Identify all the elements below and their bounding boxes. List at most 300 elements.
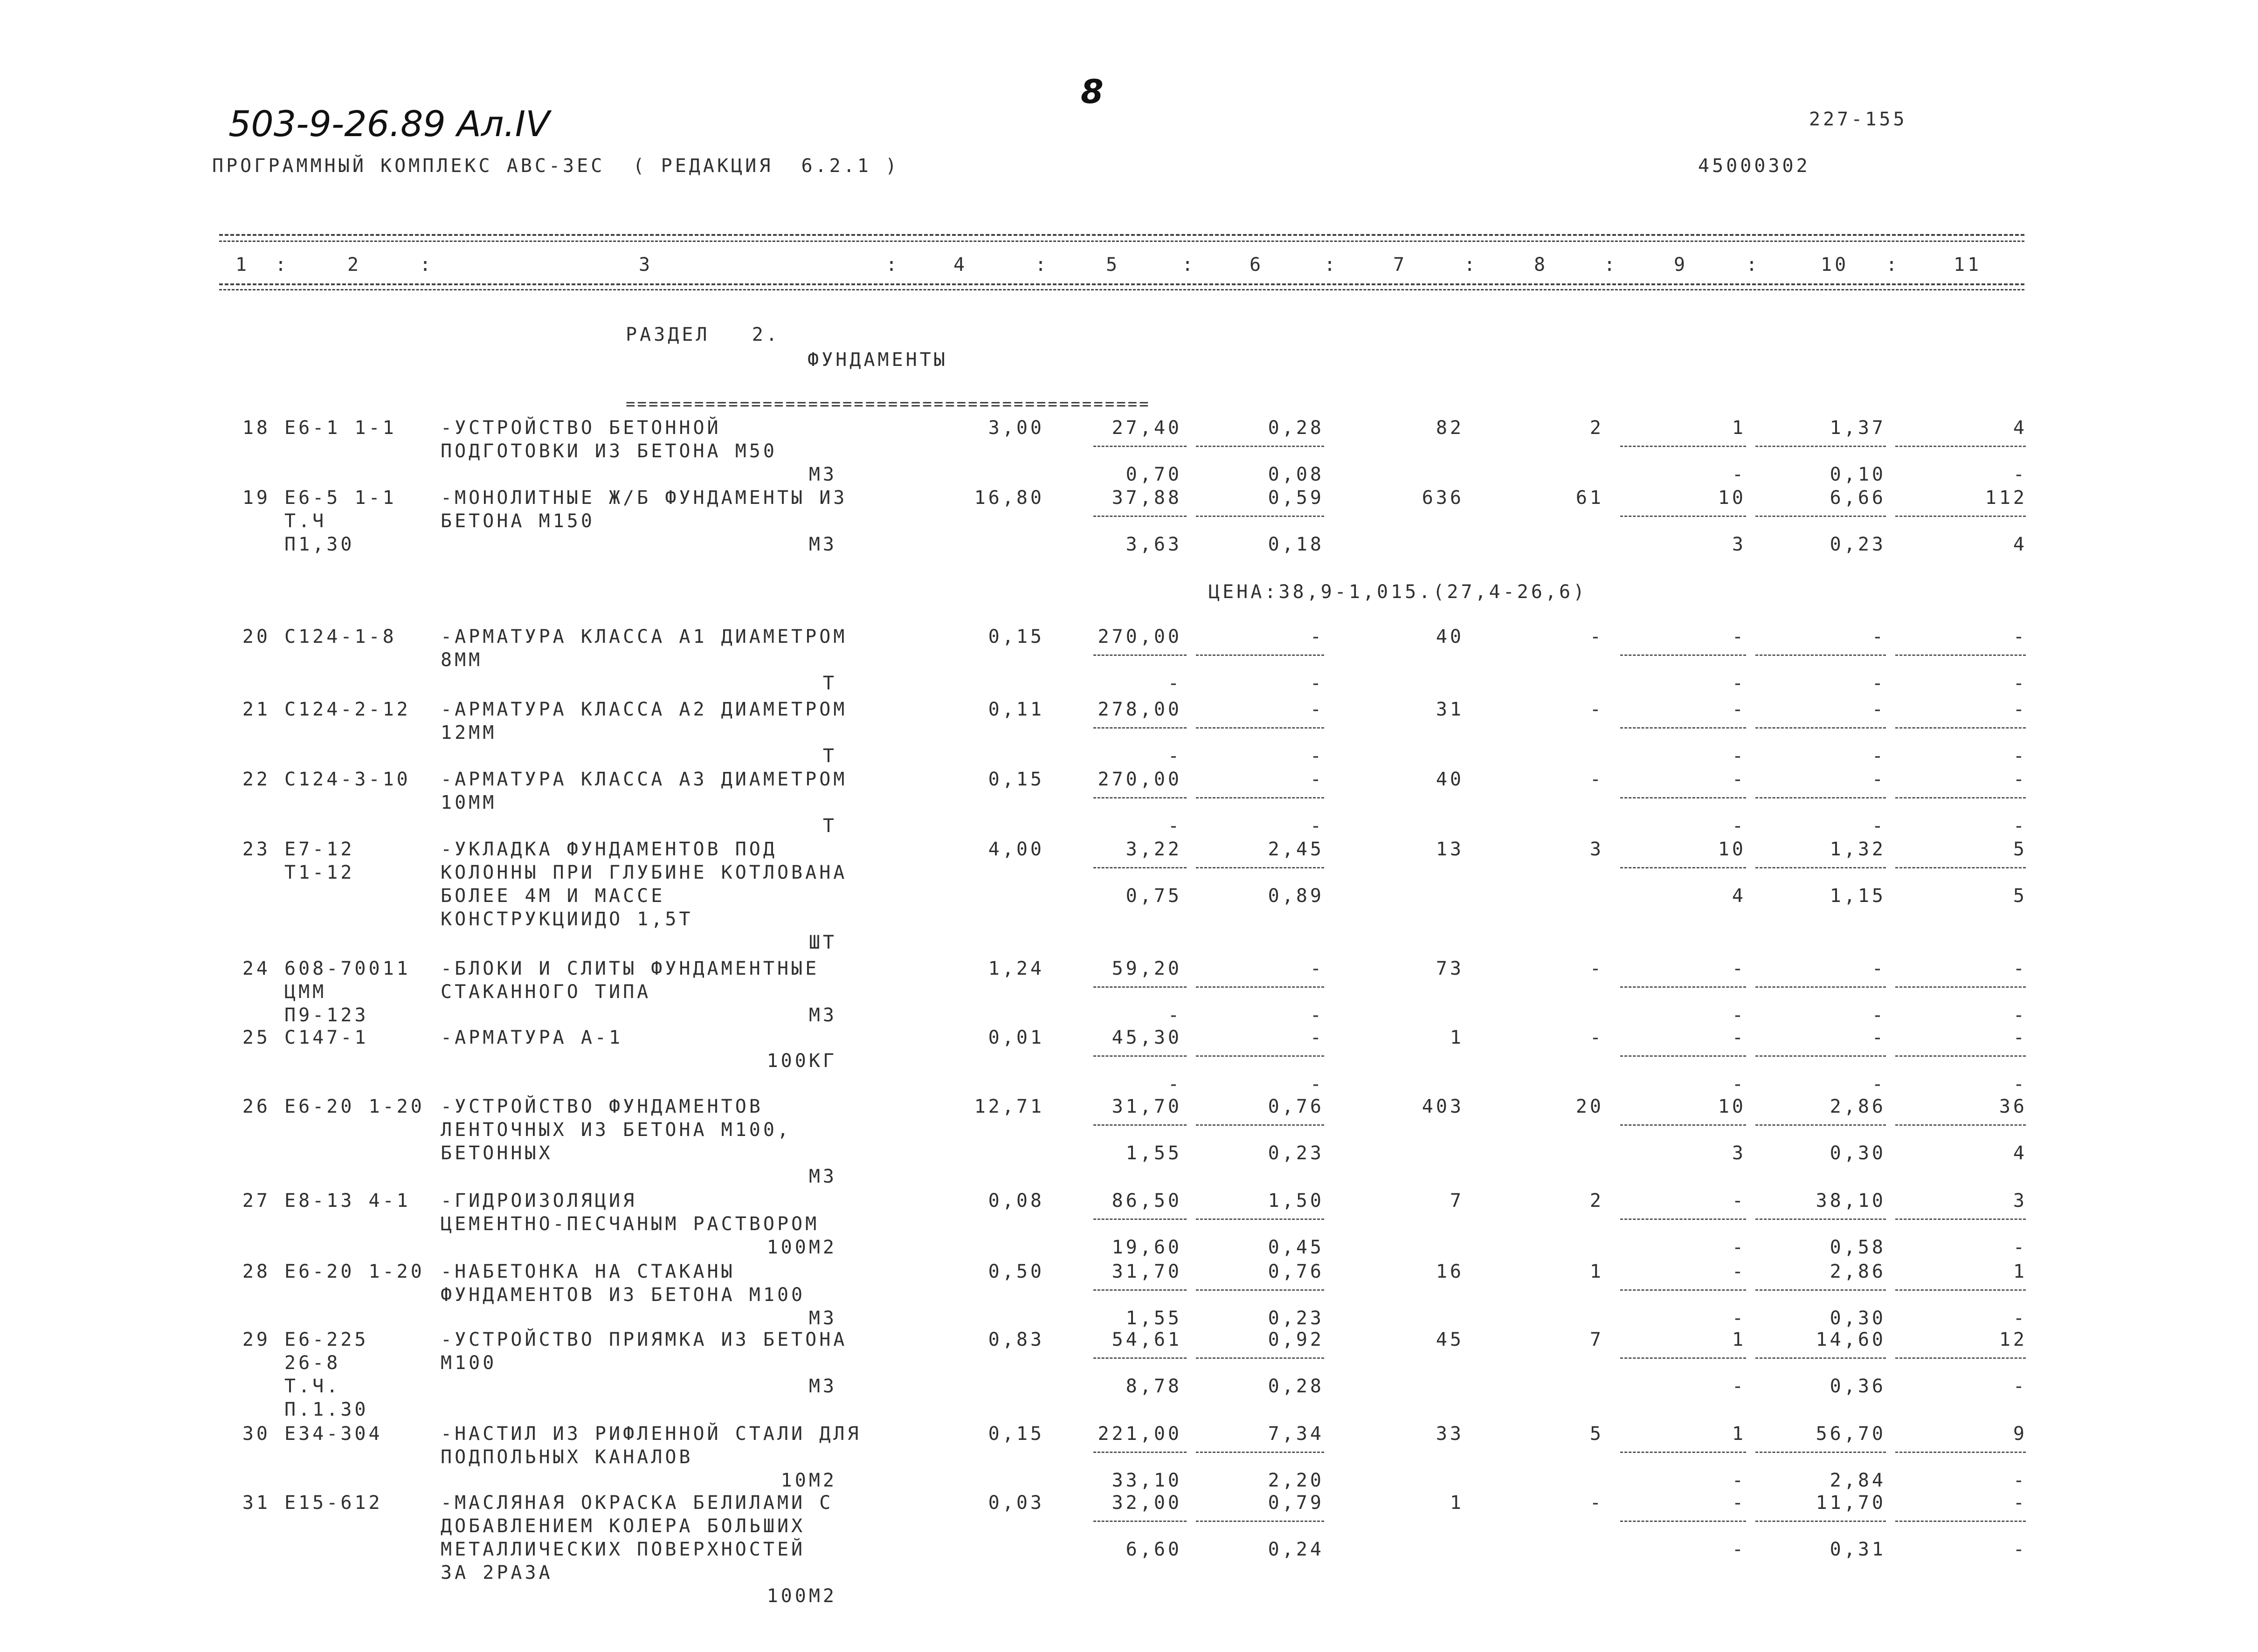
cell-col5-lower: - — [1167, 815, 1182, 837]
cell-col6: 0,76 — [1268, 1096, 1324, 1117]
row-unit: М3 — [808, 534, 837, 555]
cell-underline — [1093, 1521, 1187, 1522]
cell-col9-lower: 3 — [1732, 534, 1746, 555]
cell-col9-lower: - — [1732, 673, 1746, 694]
cell-underline — [1755, 727, 1886, 729]
row-description: -МОНОЛИТНЫЕ Ж/Б ФУНДАМЕНТЫ ИЗ — [441, 487, 848, 509]
cell-col10: 1,37 — [1830, 417, 1886, 439]
cell-underline — [1196, 727, 1324, 729]
cell-col7: 13 — [1436, 839, 1464, 860]
cell-underline — [1755, 1218, 1886, 1220]
cell-col11-lower: 4 — [2013, 534, 2027, 555]
row-code: С124-3-10 — [284, 769, 411, 790]
row-description: -УСТРОЙСТВО БЕТОННОЙ — [441, 417, 721, 439]
cell-underline — [1755, 1521, 1886, 1522]
cell-col9: - — [1732, 1027, 1746, 1048]
cell-col7: 33 — [1436, 1423, 1464, 1445]
cell-col11: - — [2013, 1492, 2027, 1514]
row-code: Т.Ч — [284, 510, 327, 532]
cell-col11-lower: - — [2013, 745, 2027, 767]
cell-col6-lower: 0,45 — [1268, 1237, 1324, 1258]
row-code: П.1.30 — [284, 1399, 369, 1420]
column-separator: : — [1886, 254, 1900, 275]
cell-col10: 2,86 — [1830, 1261, 1886, 1282]
column-separator: : — [275, 254, 290, 275]
cell-col11: 12 — [1999, 1329, 2027, 1350]
cell-col11: - — [2013, 958, 2027, 979]
row-unit: М3 — [808, 1308, 837, 1329]
row-code: С147-1 — [284, 1027, 369, 1048]
row-number: 24 — [242, 958, 270, 979]
cell-col11-lower: - — [2013, 815, 2027, 837]
cell-col9: - — [1732, 1190, 1746, 1211]
cell-col9: - — [1732, 769, 1746, 790]
cell-underline — [1196, 1055, 1324, 1057]
cell-col9-lower: - — [1732, 745, 1746, 767]
cell-col6: 0,76 — [1268, 1261, 1324, 1282]
handwritten-project-code: 503-9-26.89 Ал.IV — [228, 103, 550, 145]
cell-underline — [1196, 867, 1324, 868]
document-number: 45000302 — [1698, 155, 1810, 177]
price-note: ЦЕНА:38,9-1,015.(27,4-26,6) — [1208, 581, 1588, 603]
cell-col5: 32,00 — [1112, 1492, 1182, 1514]
cell-col6: 0,28 — [1268, 417, 1324, 439]
cell-col6-lower: - — [1310, 745, 1324, 767]
cell-col5-lower: 33,10 — [1112, 1470, 1182, 1491]
cell-col9: 1 — [1732, 1329, 1746, 1350]
row-unit: Т — [822, 673, 837, 694]
cell-col8: - — [1589, 1027, 1604, 1048]
row-number: 23 — [242, 839, 270, 860]
cell-col10-lower: - — [1871, 815, 1886, 837]
row-code: Е6-225 — [284, 1329, 369, 1350]
cell-col7: 16 — [1436, 1261, 1464, 1282]
row-unit: Т — [822, 745, 837, 767]
cell-col10-lower: 0,10 — [1830, 464, 1886, 485]
row-description: МЕТАЛЛИЧЕСКИХ ПОВЕРХНОСТЕЙ — [441, 1539, 806, 1560]
row-unit: М3 — [808, 1376, 837, 1397]
cell-underline — [1620, 727, 1746, 729]
cell-col7: 1 — [1450, 1492, 1464, 1514]
cell-col10-lower: 0,30 — [1830, 1143, 1886, 1164]
row-code: Е6-5 1-1 — [284, 487, 397, 509]
column-number-11: 11 — [1954, 254, 1982, 275]
section-separator: ============================================== — [626, 395, 1151, 413]
cell-underline — [1196, 1124, 1324, 1126]
cell-underline — [1093, 727, 1187, 729]
row-quantity: 3,00 — [988, 417, 1044, 439]
row-code: Е8-13 4-1 — [284, 1190, 411, 1211]
cell-col11-lower: - — [2013, 1237, 2027, 1258]
row-description: -УСТРОЙСТВО ФУНДАМЕНТОВ — [441, 1096, 763, 1117]
row-number: 30 — [242, 1423, 270, 1445]
row-description: 8ММ — [441, 649, 483, 671]
cell-col6-lower: 2,20 — [1268, 1470, 1324, 1491]
row-quantity: 4,00 — [988, 839, 1044, 860]
cell-col10-lower: - — [1871, 673, 1886, 694]
cell-col5: 3,22 — [1126, 839, 1182, 860]
cell-underline — [1620, 1218, 1746, 1220]
cell-underline — [1196, 654, 1324, 656]
row-code: П9-123 — [284, 1005, 369, 1026]
cell-underline — [1895, 654, 2026, 656]
cell-col10-lower: 0,31 — [1830, 1539, 1886, 1560]
cell-underline — [1755, 1357, 1886, 1359]
row-quantity: 12,71 — [974, 1096, 1044, 1117]
cell-col10: 6,66 — [1830, 487, 1886, 509]
cell-col5-lower: 8,78 — [1126, 1376, 1182, 1397]
cell-underline — [1093, 1124, 1187, 1126]
cell-underline — [1895, 1357, 2026, 1359]
cell-col11-lower: - — [2013, 1005, 2027, 1026]
column-number-8: 8 — [1534, 254, 1548, 275]
cell-underline — [1895, 727, 2026, 729]
column-number-7: 7 — [1393, 254, 1408, 275]
cell-col8: 7 — [1589, 1329, 1604, 1350]
cell-col5: 270,00 — [1098, 626, 1182, 647]
row-unit: М3 — [808, 464, 837, 485]
cell-underline — [1196, 986, 1324, 988]
cell-col5-lower: 1,55 — [1126, 1308, 1182, 1329]
cell-col5-lower: - — [1167, 745, 1182, 767]
cell-col6: 7,34 — [1268, 1423, 1324, 1445]
cell-underline — [1895, 1452, 2026, 1453]
row-quantity: 0,83 — [988, 1329, 1044, 1350]
row-description: СТАКАННОГО ТИПА — [441, 981, 651, 1003]
column-number-4: 4 — [953, 254, 968, 275]
row-description: -УКЛАДКА ФУНДАМЕНТОВ ПОД — [441, 839, 777, 860]
cell-underline — [1755, 1452, 1886, 1453]
row-description: БОЛЕЕ 4М И МАССЕ — [441, 885, 665, 907]
row-code: Е15-612 — [284, 1492, 383, 1514]
column-number-1: 1 — [235, 254, 250, 275]
cell-col5: 45,30 — [1112, 1027, 1182, 1048]
cell-underline — [1620, 446, 1746, 447]
cell-col11: - — [2013, 1027, 2027, 1048]
cell-col6-lower: 0,23 — [1268, 1308, 1324, 1329]
column-number-3: 3 — [639, 254, 653, 275]
cell-col5: 27,40 — [1112, 417, 1182, 439]
row-description: -УСТРОЙСТВО ПРИЯМКА ИЗ БЕТОНА — [441, 1329, 848, 1350]
header-top-rule — [219, 234, 2024, 236]
row-description: 12ММ — [441, 722, 497, 743]
row-code: ЦММ — [284, 981, 327, 1003]
cell-col5-lower: 0,75 — [1126, 885, 1182, 907]
cell-col10: 2,86 — [1830, 1096, 1886, 1117]
column-number-10: 10 — [1821, 254, 1849, 275]
row-description: -АРМАТУРА А-1 — [441, 1027, 623, 1048]
cell-col9: - — [1732, 626, 1746, 647]
cell-underline — [1196, 1357, 1324, 1359]
cell-col6: - — [1310, 699, 1324, 720]
cell-col7: 7 — [1450, 1190, 1464, 1211]
cell-col10-lower: 0,23 — [1830, 534, 1886, 555]
cell-underline — [1755, 654, 1886, 656]
row-description: ПОДГОТОВКИ ИЗ БЕТОНА М50 — [441, 441, 777, 462]
row-number: 29 — [242, 1329, 270, 1350]
cell-col6-lower: 0,18 — [1268, 534, 1324, 555]
cell-underline — [1755, 516, 1886, 517]
header-bottom-rule-2 — [219, 289, 2024, 290]
row-unit: 10М2 — [780, 1470, 837, 1491]
cell-col9-lower: - — [1732, 815, 1746, 837]
row-description: -НАБЕТОНКА НА СТАКАНЫ — [441, 1261, 735, 1282]
row-description: -МАСЛЯНАЯ ОКРАСКА БЕЛИЛАМИ С — [441, 1492, 834, 1514]
cell-col11-lower: - — [2013, 1376, 2027, 1397]
cell-col10-lower: 0,30 — [1830, 1308, 1886, 1329]
cell-col9-lower: - — [1732, 1074, 1746, 1095]
cell-col9: 1 — [1732, 1423, 1746, 1445]
row-code: Т.Ч. — [284, 1376, 341, 1397]
cell-underline — [1093, 654, 1187, 656]
row-quantity: 0,15 — [988, 769, 1044, 790]
row-code: Т1-12 — [284, 862, 355, 883]
section-title: РАЗДЕЛ 2. — [626, 324, 780, 345]
row-number: 18 — [242, 417, 270, 439]
row-description: -БЛОКИ И СЛИТЫ ФУНДАМЕНТНЫЕ — [441, 958, 820, 979]
cell-underline — [1755, 867, 1886, 868]
cell-col8: 61 — [1575, 487, 1604, 509]
cell-col8: 2 — [1589, 417, 1604, 439]
cell-underline — [1093, 1357, 1187, 1359]
cell-col7: 403 — [1422, 1096, 1464, 1117]
cell-col10: 14,60 — [1816, 1329, 1886, 1350]
cell-col10: - — [1871, 699, 1886, 720]
row-description: КОЛОННЫ ПРИ ГЛУБИНЕ КОТЛОВАНА — [441, 862, 848, 883]
cell-col11-lower: 5 — [2013, 885, 2027, 907]
row-number: 25 — [242, 1027, 270, 1048]
cell-col11: 4 — [2013, 417, 2027, 439]
row-code: 26-8 — [284, 1352, 341, 1374]
row-quantity: 0,15 — [988, 626, 1044, 647]
cell-col8: 2 — [1589, 1190, 1604, 1211]
cell-underline — [1620, 1357, 1746, 1359]
cell-col11: 5 — [2013, 839, 2027, 860]
cell-col5-lower: 19,60 — [1112, 1237, 1182, 1258]
cell-col11: 36 — [1999, 1096, 2027, 1117]
cell-col5-lower: 0,70 — [1126, 464, 1182, 485]
cell-col9: - — [1732, 699, 1746, 720]
cell-underline — [1093, 516, 1187, 517]
column-separator: : — [1746, 254, 1761, 275]
cell-col7: 45 — [1436, 1329, 1464, 1350]
row-unit: М3 — [808, 1005, 837, 1026]
row-description: БЕТОННЫХ — [441, 1143, 553, 1164]
row-description: БЕТОНА М150 — [441, 510, 595, 532]
cell-col8: - — [1589, 769, 1604, 790]
row-code: Е7-12 — [284, 839, 355, 860]
cell-col6-lower: 0,08 — [1268, 464, 1324, 485]
cell-underline — [1196, 1218, 1324, 1220]
cell-underline — [1755, 1124, 1886, 1126]
column-separator: : — [1604, 254, 1618, 275]
cell-col11-lower: 4 — [2013, 1143, 2027, 1164]
cell-col9: - — [1732, 1261, 1746, 1282]
column-number-9: 9 — [1674, 254, 1688, 275]
cell-underline — [1196, 1452, 1324, 1453]
row-quantity: 0,50 — [988, 1261, 1044, 1282]
cell-col10: - — [1871, 958, 1886, 979]
cell-col6-lower: - — [1310, 1005, 1324, 1026]
cell-col7: 31 — [1436, 699, 1464, 720]
cell-col5: 270,00 — [1098, 769, 1182, 790]
cell-underline — [1196, 797, 1324, 798]
cell-col11-lower: - — [2013, 1470, 2027, 1491]
row-description: ЦЕМЕНТНО-ПЕСЧАНЫМ РАСТВОРОМ — [441, 1213, 820, 1235]
cell-col10: - — [1871, 769, 1886, 790]
cell-underline — [1093, 867, 1187, 868]
cell-underline — [1755, 1055, 1886, 1057]
cell-col6: 0,79 — [1268, 1492, 1324, 1514]
cell-col8: - — [1589, 699, 1604, 720]
row-quantity: 0,03 — [988, 1492, 1044, 1514]
cell-col11: - — [2013, 769, 2027, 790]
column-number-6: 6 — [1250, 254, 1264, 275]
cell-col5: 31,70 — [1112, 1261, 1182, 1282]
cell-col9: 10 — [1718, 487, 1746, 509]
cell-col6-lower: 0,28 — [1268, 1376, 1324, 1397]
cell-col5-lower: 6,60 — [1126, 1539, 1182, 1560]
cell-underline — [1620, 986, 1746, 988]
cell-col5: 59,20 — [1112, 958, 1182, 979]
cell-underline — [1755, 797, 1886, 798]
cell-underline — [1093, 1289, 1187, 1291]
cell-col11: - — [2013, 699, 2027, 720]
cell-col9: - — [1732, 958, 1746, 979]
cell-underline — [1620, 797, 1746, 798]
column-separator: : — [1035, 254, 1050, 275]
cell-col6: 0,59 — [1268, 487, 1324, 509]
row-code: Е6-20 1-20 — [284, 1096, 425, 1117]
cell-col7: 73 — [1436, 958, 1464, 979]
cell-col10: 11,70 — [1816, 1492, 1886, 1514]
row-code: Е6-20 1-20 — [284, 1261, 425, 1282]
cell-underline — [1196, 516, 1324, 517]
cell-col10-lower: 0,58 — [1830, 1237, 1886, 1258]
cell-underline — [1620, 1124, 1746, 1126]
page-number: 8 — [1081, 73, 1104, 111]
cell-col9-lower: - — [1732, 1376, 1746, 1397]
cell-col10: - — [1871, 626, 1886, 647]
row-description: М100 — [441, 1352, 497, 1374]
cell-col11: 112 — [1985, 487, 2027, 509]
cell-col7: 40 — [1436, 626, 1464, 647]
cell-col5: 221,00 — [1098, 1423, 1182, 1445]
cell-underline — [1620, 1521, 1746, 1522]
row-code: С124-1-8 — [284, 626, 397, 647]
sheet-reference: 227-155 — [1809, 109, 1907, 130]
cell-underline — [1895, 1521, 2026, 1522]
row-description: -АРМАТУРА КЛАССА А2 ДИАМЕТРОМ — [441, 699, 848, 720]
row-quantity: 16,80 — [974, 487, 1044, 509]
row-quantity: 0,15 — [988, 1423, 1044, 1445]
cell-underline — [1755, 986, 1886, 988]
cell-col9: 10 — [1718, 839, 1746, 860]
row-number: 21 — [242, 699, 270, 720]
cell-col11-lower: - — [2013, 1308, 2027, 1329]
cell-underline — [1895, 986, 2026, 988]
cell-col5-lower: - — [1167, 1005, 1182, 1026]
cell-col10: - — [1871, 1027, 1886, 1048]
cell-col9: 1 — [1732, 417, 1746, 439]
cell-col11-lower: - — [2013, 1074, 2027, 1095]
cell-col9-lower: - — [1732, 464, 1746, 485]
row-number: 20 — [242, 626, 270, 647]
cell-col10: 38,10 — [1816, 1190, 1886, 1211]
cell-underline — [1620, 1289, 1746, 1291]
row-code: 608-70011 — [284, 958, 411, 979]
cell-col6: - — [1310, 626, 1324, 647]
cell-col9-lower: - — [1732, 1237, 1746, 1258]
cell-col9-lower: - — [1732, 1470, 1746, 1491]
row-quantity: 1,24 — [988, 958, 1044, 979]
cell-underline — [1895, 1218, 2026, 1220]
cell-underline — [1620, 867, 1746, 868]
row-number: 26 — [242, 1096, 270, 1117]
cell-col10-lower: - — [1871, 1074, 1886, 1095]
row-unit: ШТ — [808, 932, 837, 953]
row-code: Е34-304 — [284, 1423, 383, 1445]
row-quantity: 0,08 — [988, 1190, 1044, 1211]
cell-col5: 37,88 — [1112, 487, 1182, 509]
cell-col6-lower: 0,24 — [1268, 1539, 1324, 1560]
cell-col8: - — [1589, 1492, 1604, 1514]
cell-underline — [1620, 516, 1746, 517]
cell-col9-lower: - — [1732, 1539, 1746, 1560]
cell-col5: 278,00 — [1098, 699, 1182, 720]
cell-underline — [1196, 1521, 1324, 1522]
cell-underline — [1093, 1055, 1187, 1057]
cell-col10-lower: - — [1871, 1005, 1886, 1026]
row-unit: М3 — [808, 1166, 837, 1187]
row-description: -АРМАТУРА КЛАССА А1 ДИАМЕТРОМ — [441, 626, 848, 647]
row-number: 22 — [242, 769, 270, 790]
cell-col6-lower: - — [1310, 673, 1324, 694]
cell-col11-lower: - — [2013, 464, 2027, 485]
row-description: -НАСТИЛ ИЗ РИФЛЕННОЙ СТАЛИ ДЛЯ — [441, 1423, 862, 1445]
column-separator: : — [1182, 254, 1196, 275]
cell-underline — [1895, 867, 2026, 868]
row-description: 10ММ — [441, 792, 497, 813]
row-description: -ГИДРОИЗОЛЯЦИЯ — [441, 1190, 637, 1211]
cell-col6: - — [1310, 958, 1324, 979]
cell-underline — [1196, 446, 1324, 447]
cell-col5-lower: - — [1167, 673, 1182, 694]
row-unit: 100М2 — [766, 1585, 837, 1607]
row-description: -АРМАТУРА КЛАССА А3 ДИАМЕТРОМ — [441, 769, 848, 790]
cell-col5-lower: - — [1167, 1074, 1182, 1095]
row-description: ЛЕНТОЧНЫХ ИЗ БЕТОНА М100, — [441, 1119, 792, 1141]
column-separator: : — [886, 254, 900, 275]
cell-col9-lower: - — [1732, 1005, 1746, 1026]
row-unit: 100М2 — [766, 1237, 837, 1258]
cell-col11-lower: - — [2013, 1539, 2027, 1560]
cell-col10-lower: 0,36 — [1830, 1376, 1886, 1397]
row-number: 28 — [242, 1261, 270, 1282]
cell-col6-lower: - — [1310, 1074, 1324, 1095]
row-description: ДОБАВЛЕНИЕМ КОЛЕРА БОЛЬШИХ — [441, 1515, 806, 1537]
cell-col11: 1 — [2013, 1261, 2027, 1282]
cell-col5: 86,50 — [1112, 1190, 1182, 1211]
row-code: Е6-1 1-1 — [284, 417, 397, 439]
row-quantity: 0,11 — [988, 699, 1044, 720]
row-description: ЗА 2РАЗА — [441, 1562, 553, 1583]
cell-underline — [1196, 1289, 1324, 1291]
cell-col11: - — [2013, 626, 2027, 647]
cell-col5-lower: 1,55 — [1126, 1143, 1182, 1164]
cell-col10: 1,32 — [1830, 839, 1886, 860]
cell-col10: 56,70 — [1816, 1423, 1886, 1445]
